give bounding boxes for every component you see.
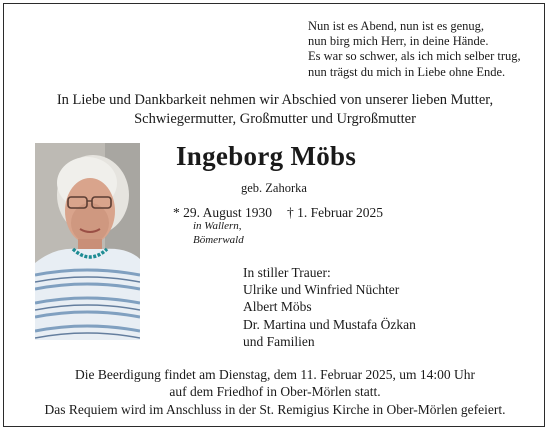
maiden-name: geb. Zahorka [241,181,307,195]
birth-date: * 29. August 1930 [173,205,273,220]
birth-place-line: Bömerwald [193,233,244,246]
mourner-entry: und Familien [243,333,315,349]
birth-place [193,220,244,247]
poem [308,19,521,80]
death-date: † 1. Februar 2025 [287,205,383,220]
intro-text [0,91,550,128]
intro-line: Schwiegermutter, Großmutter und Urgroßmutter [134,110,416,127]
portrait-photo [35,143,140,340]
mourners-list [243,264,416,350]
poem-line: Es war so schwer, als ich mich selber trug, [308,49,521,64]
birth-place-line: in Wallern, [193,220,242,232]
portrait-illustration [35,143,140,340]
intro-line: In Liebe und Dankbarkeit nehmen wir Abschied von unserer lieben Mutter, [56,92,494,108]
funeral-line: Das Requiem wird im Anschluss in der St. Remigius Kirche in Ober-Mörlen gefeiert. [44,401,506,417]
poem-line: nun trägst du mich in Liebe ohne Ende. [308,64,506,79]
deceased-name: Ingeborg Möbs [176,141,357,171]
funeral-line: auf dem Friedhof in Ober-Mörlen statt. [169,384,381,400]
mourner-entry: Ulrike und Winfried Nüchter [243,282,400,298]
poem-line: Nun ist es Abend, nun ist es genug, [308,19,485,33]
mourners-heading: In stiller Trauer: [243,265,331,280]
poem-line: nun birg mich Herr, in deine Hände. [308,34,489,49]
mourner-entry: Dr. Martina und Mustafa Özkan [243,316,416,332]
funeral-line: Die Beerdigung findet am Dienstag, dem 11. Februar 2025, um 14:00 Uhr [75,367,475,382]
funeral-details [0,366,550,418]
mourner-entry: Albert Möbs [243,299,312,315]
